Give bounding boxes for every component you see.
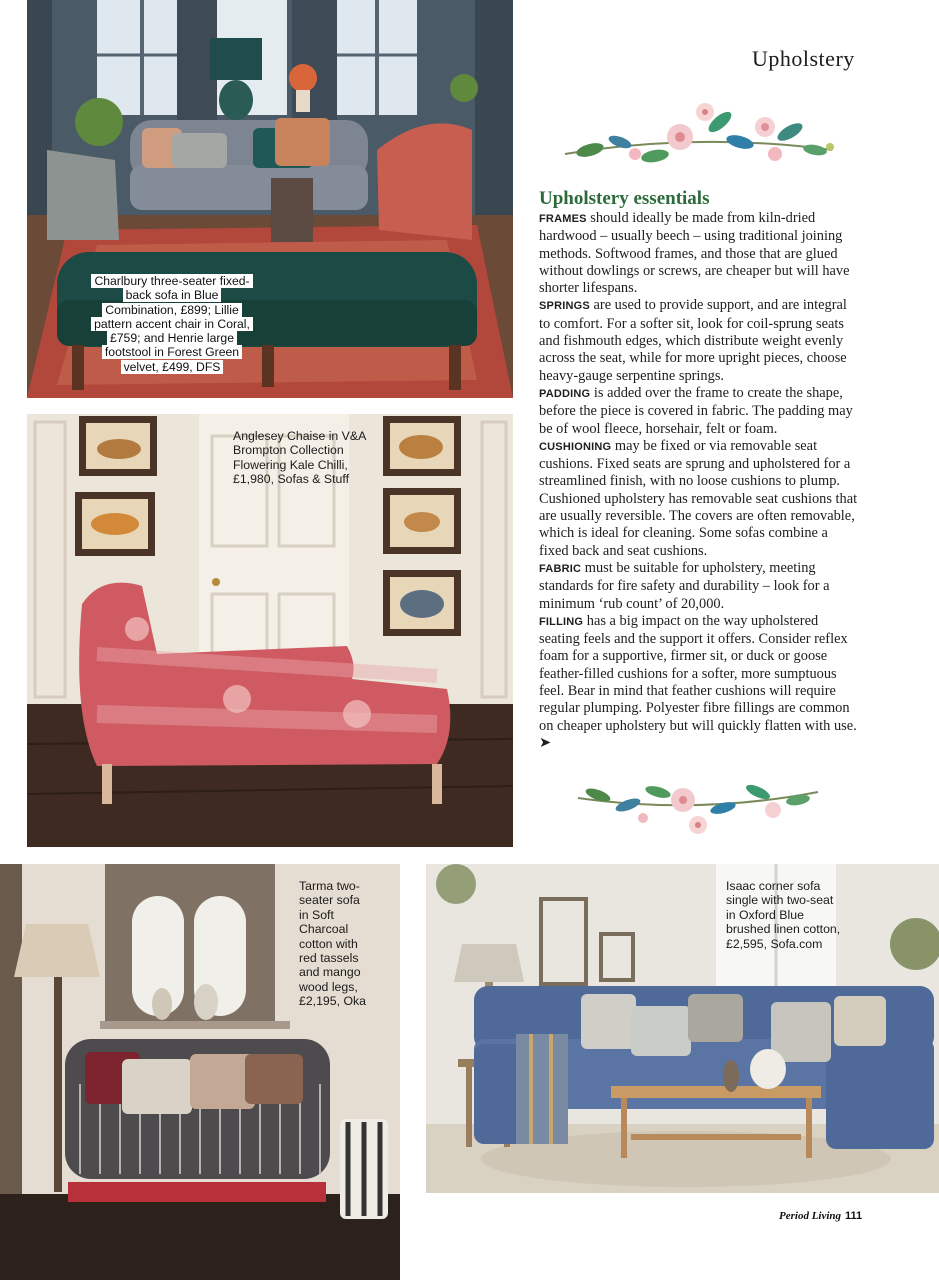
- keyword-springs: SPRINGS: [539, 300, 590, 313]
- paragraph-text: should ideally be made from kiln-dried hardwood – usually beech – using traditional joining methods. Softwood frames, and those that are glued without dowlings or screws, are cheaper but will have shorter lifespans.: [539, 210, 850, 297]
- paragraph-cushioning: [539, 438, 861, 560]
- caption-isaac: Isaac corner sofa single with two-seat in Oxford Blue brushed linen cotton, £2,595, Sofa.com: [726, 879, 841, 951]
- keyword-filling: FILLING: [539, 615, 584, 628]
- page-footer: [779, 1209, 862, 1222]
- paragraph-frames: [539, 210, 861, 297]
- keyword-cushioning: CUSHIONING: [539, 440, 612, 453]
- paragraph-text: may be fixed or via removable seat cushions. Fixed seats are sprung and upholstered for a streamlined finish, with no loose cushions to plump. Cushioned upholstery has removable seat cushions that are usually reversible. The covers are often removable, which is ideal for cleaning. Some sofas combine a fixed back and seat cushions.: [539, 437, 858, 559]
- floral-garland-bottom-icon: [573, 770, 823, 846]
- article-heading: Upholstery essentials: [539, 188, 710, 209]
- paragraph-springs: [539, 297, 861, 384]
- keyword-fabric: FABRIC: [539, 562, 582, 575]
- photo-isaac: [426, 864, 939, 1193]
- floral-garland-top-icon: [560, 92, 838, 176]
- magazine-name: Period Living: [779, 1210, 842, 1222]
- page-number: 111: [845, 1210, 863, 1222]
- paragraph-padding: [539, 385, 861, 438]
- keyword-padding: PADDING: [539, 387, 591, 400]
- caption-dfs: Charlbury three-seater fixed-back sofa in Blue Combination, £899; Lillie pattern accent chair in Coral, £759; and Henrie large footstool in Forest Green velvet, £499, DFS: [88, 274, 256, 374]
- caption-tarma: Tarma two-seater sofa in Soft Charcoal cotton with red tassels and mango wood legs, £2,195, Oka: [299, 879, 366, 1009]
- article-body: [539, 210, 861, 752]
- paragraph-text: has a big impact on the way upholstered seating feels and the support it offers. Consider reflex foam for a supportive, firmer sit, or duck or goose feather-filled cushions for a softer, more sumptuous feel. Bear in mind that feather cushions will require regular plumping. Polyester fibre fillings are common on cheaper upholstery but will quickly flatten with use. ➤: [539, 612, 857, 751]
- paragraph-text: are used to provide support, and are integral to comfort. For a softer sit, look for coil-sprung seats and fishmouth edges, which distribute weight evenly across the seat, while for more upright pieces, choose heavy-gauge serpentine springs.: [539, 297, 847, 384]
- keyword-frames: FRAMES: [539, 213, 587, 225]
- paragraph-text: is added over the frame to create the shape, before the piece is covered in fabric. The padding may be of wool fleece, horsehair, felt or foam.: [539, 384, 853, 437]
- caption-chaise: Anglesey Chaise in V&A Brompton Collection Flowering Kale Chilli, £1,980, Sofas & Stuff: [233, 429, 366, 487]
- paragraph-filling: [539, 613, 861, 752]
- paragraph-text: must be suitable for upholstery, meeting standards for fire safety and durability – look for a minimum ‘rub count’ of 20,000.: [539, 559, 830, 612]
- paragraph-fabric: [539, 560, 861, 613]
- section-title: Upholstery: [752, 46, 855, 71]
